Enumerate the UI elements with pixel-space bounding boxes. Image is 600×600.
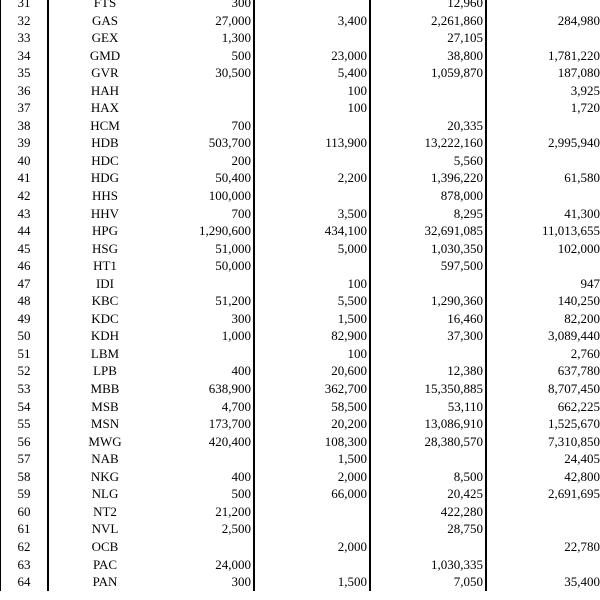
stock-code: PAN bbox=[92, 574, 118, 590]
value-col-4: 637,780 bbox=[486, 362, 600, 380]
stock-code: GVR bbox=[91, 65, 119, 81]
stock-code: LBM bbox=[90, 345, 120, 361]
value-col-4: 1,720 bbox=[486, 99, 600, 117]
stock-code: HDB bbox=[91, 135, 119, 151]
value-col-1 bbox=[161, 345, 254, 363]
value-col-4: 2,995,940 bbox=[486, 134, 600, 152]
table-row bbox=[1, 380, 600, 398]
value-col-4: 11,013,655 bbox=[486, 222, 600, 240]
table-row bbox=[1, 310, 600, 328]
value-col-1: 1,290,600 bbox=[161, 222, 254, 240]
row-index: 32 bbox=[1, 12, 49, 30]
stock-code: KBC bbox=[91, 293, 119, 309]
value-col-1: 200 bbox=[161, 152, 254, 170]
row-index: 47 bbox=[1, 275, 49, 293]
row-index: 61 bbox=[1, 520, 49, 538]
value-col-2: 5,000 bbox=[254, 240, 370, 258]
value-col-3 bbox=[370, 345, 486, 363]
value-col-2: 5,500 bbox=[254, 292, 370, 310]
value-col-4: 41,300 bbox=[486, 205, 600, 223]
value-col-4: 140,250 bbox=[486, 292, 600, 310]
table-row bbox=[1, 169, 600, 187]
value-col-1: 400 bbox=[161, 362, 254, 380]
stock-code: IDI bbox=[95, 275, 115, 291]
value-col-4 bbox=[486, 29, 600, 47]
value-col-1 bbox=[161, 450, 254, 468]
value-col-2: 2,200 bbox=[254, 169, 370, 187]
row-index: 62 bbox=[1, 538, 49, 556]
stock-code: NT2 bbox=[93, 503, 117, 519]
value-col-2 bbox=[254, 187, 370, 205]
value-col-3: 28,380,570 bbox=[370, 433, 486, 451]
row-index: 38 bbox=[1, 117, 49, 135]
value-col-3: 2,261,860 bbox=[370, 12, 486, 30]
value-col-3: 8,295 bbox=[370, 205, 486, 223]
stock-code: MWG bbox=[88, 433, 122, 449]
table-row bbox=[1, 187, 600, 205]
value-col-4 bbox=[486, 117, 600, 135]
value-col-2: 20,200 bbox=[254, 415, 370, 433]
row-index: 51 bbox=[1, 345, 49, 363]
value-col-1: 4,700 bbox=[161, 398, 254, 416]
stock-code: MSB bbox=[91, 398, 119, 414]
value-col-3: 1,396,220 bbox=[370, 169, 486, 187]
value-col-4 bbox=[486, 556, 600, 574]
value-col-2 bbox=[254, 520, 370, 538]
table-row bbox=[1, 257, 600, 275]
value-col-1: 300 bbox=[161, 310, 254, 328]
value-col-1: 173,700 bbox=[161, 415, 254, 433]
value-col-4: 42,800 bbox=[486, 468, 600, 486]
value-col-2 bbox=[254, 503, 370, 521]
table-body bbox=[1, 0, 600, 591]
table-row bbox=[1, 345, 600, 363]
row-index: 55 bbox=[1, 415, 49, 433]
value-col-2: 1,500 bbox=[254, 310, 370, 328]
value-col-2: 2,000 bbox=[254, 538, 370, 556]
table-row bbox=[1, 415, 600, 433]
value-col-2: 3,500 bbox=[254, 205, 370, 223]
value-col-3: 20,335 bbox=[370, 117, 486, 135]
value-col-4: 187,080 bbox=[486, 64, 600, 82]
value-col-2: 58,500 bbox=[254, 398, 370, 416]
table-row bbox=[1, 82, 600, 100]
value-col-3 bbox=[370, 99, 486, 117]
stock-code: HCM bbox=[90, 117, 120, 133]
stock-code: HDC bbox=[91, 152, 119, 168]
stock-code: NKG bbox=[90, 468, 120, 484]
value-col-1: 100,000 bbox=[161, 187, 254, 205]
stock-code: OCB bbox=[91, 538, 119, 554]
value-col-4: 61,580 bbox=[486, 169, 600, 187]
stock-code: MBB bbox=[90, 381, 120, 397]
value-col-3: 1,059,870 bbox=[370, 64, 486, 82]
value-col-3: 422,280 bbox=[370, 503, 486, 521]
table-row bbox=[1, 99, 600, 117]
value-col-2: 20,600 bbox=[254, 362, 370, 380]
value-col-4: 2,760 bbox=[486, 345, 600, 363]
value-col-4: 7,310,850 bbox=[486, 433, 600, 451]
value-col-1: 21,200 bbox=[161, 503, 254, 521]
row-index: 35 bbox=[1, 64, 49, 82]
value-col-3: 15,350,885 bbox=[370, 380, 486, 398]
table-row bbox=[1, 152, 600, 170]
value-col-4: 102,000 bbox=[486, 240, 600, 258]
stock-code: NVL bbox=[91, 521, 119, 537]
value-col-1: 503,700 bbox=[161, 134, 254, 152]
value-col-2: 1,500 bbox=[254, 573, 370, 591]
value-col-2: 362,700 bbox=[254, 380, 370, 398]
row-index: 31 bbox=[1, 0, 49, 12]
value-col-4 bbox=[486, 503, 600, 521]
stock-code: HDG bbox=[90, 170, 120, 186]
stock-code: KDC bbox=[91, 310, 119, 326]
stock-code: FTS bbox=[93, 0, 117, 10]
table-row bbox=[1, 0, 600, 12]
stock-code: MSN bbox=[90, 416, 120, 432]
stock-code: HPG bbox=[91, 223, 118, 239]
stock-code: GMD bbox=[89, 47, 121, 63]
value-col-1: 1,000 bbox=[161, 327, 254, 345]
table-row bbox=[1, 117, 600, 135]
value-col-2: 23,000 bbox=[254, 47, 370, 65]
value-col-1: 24,000 bbox=[161, 556, 254, 574]
value-col-2: 100 bbox=[254, 345, 370, 363]
value-col-4 bbox=[486, 520, 600, 538]
value-col-2: 108,300 bbox=[254, 433, 370, 451]
row-index: 39 bbox=[1, 134, 49, 152]
row-index: 44 bbox=[1, 222, 49, 240]
stock-code: GAS bbox=[91, 12, 118, 28]
stock-code: HHV bbox=[90, 205, 120, 221]
stock-code: HAH bbox=[90, 82, 120, 98]
value-col-1: 30,500 bbox=[161, 64, 254, 82]
value-col-3 bbox=[370, 82, 486, 100]
value-col-4 bbox=[486, 187, 600, 205]
value-col-3: 27,105 bbox=[370, 29, 486, 47]
value-col-4: 35,400 bbox=[486, 573, 600, 591]
stock-code: NLG bbox=[91, 486, 119, 502]
row-index: 34 bbox=[1, 47, 49, 65]
table-row bbox=[1, 362, 600, 380]
table-row bbox=[1, 468, 600, 486]
value-col-3: 13,086,910 bbox=[370, 415, 486, 433]
value-col-2 bbox=[254, 117, 370, 135]
value-col-1: 300 bbox=[161, 573, 254, 591]
value-col-2 bbox=[254, 152, 370, 170]
table-row bbox=[1, 327, 600, 345]
value-col-2 bbox=[254, 257, 370, 275]
table-row bbox=[1, 12, 600, 30]
row-index: 49 bbox=[1, 310, 49, 328]
row-index: 40 bbox=[1, 152, 49, 170]
stock-code: NAB bbox=[91, 451, 119, 467]
table-row bbox=[1, 292, 600, 310]
value-col-2: 100 bbox=[254, 82, 370, 100]
value-col-3: 28,750 bbox=[370, 520, 486, 538]
value-col-2 bbox=[254, 0, 370, 12]
stock-code: HAX bbox=[90, 100, 120, 116]
value-col-1: 420,400 bbox=[161, 433, 254, 451]
value-col-2: 82,900 bbox=[254, 327, 370, 345]
value-col-1: 638,900 bbox=[161, 380, 254, 398]
value-col-2: 1,500 bbox=[254, 450, 370, 468]
table-row bbox=[1, 573, 600, 591]
value-col-2: 5,400 bbox=[254, 64, 370, 82]
table-row bbox=[1, 29, 600, 47]
value-col-3: 37,300 bbox=[370, 327, 486, 345]
stock-code: PAC bbox=[92, 556, 118, 572]
value-col-3: 1,290,360 bbox=[370, 292, 486, 310]
value-col-2: 100 bbox=[254, 275, 370, 293]
value-col-4 bbox=[486, 257, 600, 275]
value-col-4: 24,405 bbox=[486, 450, 600, 468]
row-index: 46 bbox=[1, 257, 49, 275]
value-col-2: 113,900 bbox=[254, 134, 370, 152]
value-col-2: 3,400 bbox=[254, 12, 370, 30]
value-col-1: 2,500 bbox=[161, 520, 254, 538]
value-col-4: 82,200 bbox=[486, 310, 600, 328]
value-col-3: 7,050 bbox=[370, 573, 486, 591]
value-col-2: 66,000 bbox=[254, 485, 370, 503]
row-index: 60 bbox=[1, 503, 49, 521]
table-row bbox=[1, 538, 600, 556]
row-index: 58 bbox=[1, 468, 49, 486]
value-col-1: 1,300 bbox=[161, 29, 254, 47]
value-col-1: 27,000 bbox=[161, 12, 254, 30]
value-col-4: 947 bbox=[486, 275, 600, 293]
value-col-3: 1,030,350 bbox=[370, 240, 486, 258]
value-col-4: 8,707,450 bbox=[486, 380, 600, 398]
value-col-1 bbox=[161, 275, 254, 293]
value-col-3: 20,425 bbox=[370, 485, 486, 503]
table-row bbox=[1, 398, 600, 416]
value-col-3 bbox=[370, 275, 486, 293]
value-col-3: 5,560 bbox=[370, 152, 486, 170]
row-index: 41 bbox=[1, 169, 49, 187]
value-col-4: 284,980 bbox=[486, 12, 600, 30]
value-col-4: 3,089,440 bbox=[486, 327, 600, 345]
row-index: 50 bbox=[1, 327, 49, 345]
row-index: 54 bbox=[1, 398, 49, 416]
row-index: 59 bbox=[1, 485, 49, 503]
row-index: 37 bbox=[1, 99, 49, 117]
table-row bbox=[1, 240, 600, 258]
stock-code: HT1 bbox=[93, 258, 117, 274]
row-index: 52 bbox=[1, 362, 49, 380]
value-col-3: 53,110 bbox=[370, 398, 486, 416]
value-col-3 bbox=[370, 538, 486, 556]
value-col-3: 1,030,335 bbox=[370, 556, 486, 574]
row-index: 56 bbox=[1, 433, 49, 451]
value-col-3: 12,380 bbox=[370, 362, 486, 380]
value-col-1: 51,000 bbox=[161, 240, 254, 258]
value-col-4: 3,925 bbox=[486, 82, 600, 100]
value-col-2: 2,000 bbox=[254, 468, 370, 486]
row-index: 63 bbox=[1, 556, 49, 574]
value-col-1: 50,400 bbox=[161, 169, 254, 187]
value-col-4: 662,225 bbox=[486, 398, 600, 416]
value-col-4: 1,525,670 bbox=[486, 415, 600, 433]
value-col-3: 13,222,160 bbox=[370, 134, 486, 152]
stock-code: LPB bbox=[93, 363, 117, 379]
row-index: 43 bbox=[1, 205, 49, 223]
table-row bbox=[1, 450, 600, 468]
value-col-4 bbox=[486, 0, 600, 12]
row-index: 36 bbox=[1, 82, 49, 100]
value-col-3: 878,000 bbox=[370, 187, 486, 205]
table-row bbox=[1, 556, 600, 574]
row-index: 53 bbox=[1, 380, 49, 398]
value-col-1 bbox=[161, 82, 254, 100]
value-col-1 bbox=[161, 99, 254, 117]
table-row bbox=[1, 433, 600, 451]
value-col-1: 700 bbox=[161, 205, 254, 223]
value-col-3: 8,500 bbox=[370, 468, 486, 486]
value-col-2 bbox=[254, 556, 370, 574]
stock-code: HSG bbox=[91, 240, 118, 256]
value-col-4: 22,780 bbox=[486, 538, 600, 556]
value-col-1 bbox=[161, 538, 254, 556]
stock-code: HHS bbox=[91, 188, 118, 204]
table-row bbox=[1, 47, 600, 65]
table-row bbox=[1, 205, 600, 223]
value-col-3: 38,800 bbox=[370, 47, 486, 65]
table-row bbox=[1, 275, 600, 293]
value-col-1: 700 bbox=[161, 117, 254, 135]
table-row bbox=[1, 64, 600, 82]
value-col-4 bbox=[486, 152, 600, 170]
value-col-2 bbox=[254, 29, 370, 47]
row-index: 64 bbox=[1, 573, 49, 591]
table-row bbox=[1, 503, 600, 521]
value-col-1: 50,000 bbox=[161, 257, 254, 275]
row-index: 33 bbox=[1, 29, 49, 47]
table-row bbox=[1, 222, 600, 240]
value-col-1: 300 bbox=[161, 0, 254, 12]
row-index: 48 bbox=[1, 292, 49, 310]
value-col-3: 597,500 bbox=[370, 257, 486, 275]
value-col-1: 400 bbox=[161, 468, 254, 486]
value-col-3: 16,460 bbox=[370, 310, 486, 328]
value-col-4: 1,781,220 bbox=[486, 47, 600, 65]
value-col-3: 32,691,085 bbox=[370, 222, 486, 240]
value-col-1: 500 bbox=[161, 47, 254, 65]
row-index: 42 bbox=[1, 187, 49, 205]
value-col-4: 2,691,695 bbox=[486, 485, 600, 503]
value-col-3: 12,960 bbox=[370, 0, 486, 12]
value-col-3 bbox=[370, 450, 486, 468]
row-index: 57 bbox=[1, 450, 49, 468]
stock-code: KDH bbox=[90, 328, 120, 344]
table-row bbox=[1, 134, 600, 152]
row-index: 45 bbox=[1, 240, 49, 258]
table-row bbox=[1, 485, 600, 503]
value-col-1: 500 bbox=[161, 485, 254, 503]
value-col-2: 100 bbox=[254, 99, 370, 117]
table-row bbox=[1, 520, 600, 538]
stock-code: GEX bbox=[91, 30, 119, 46]
value-col-2: 434,100 bbox=[254, 222, 370, 240]
value-col-1: 51,200 bbox=[161, 292, 254, 310]
